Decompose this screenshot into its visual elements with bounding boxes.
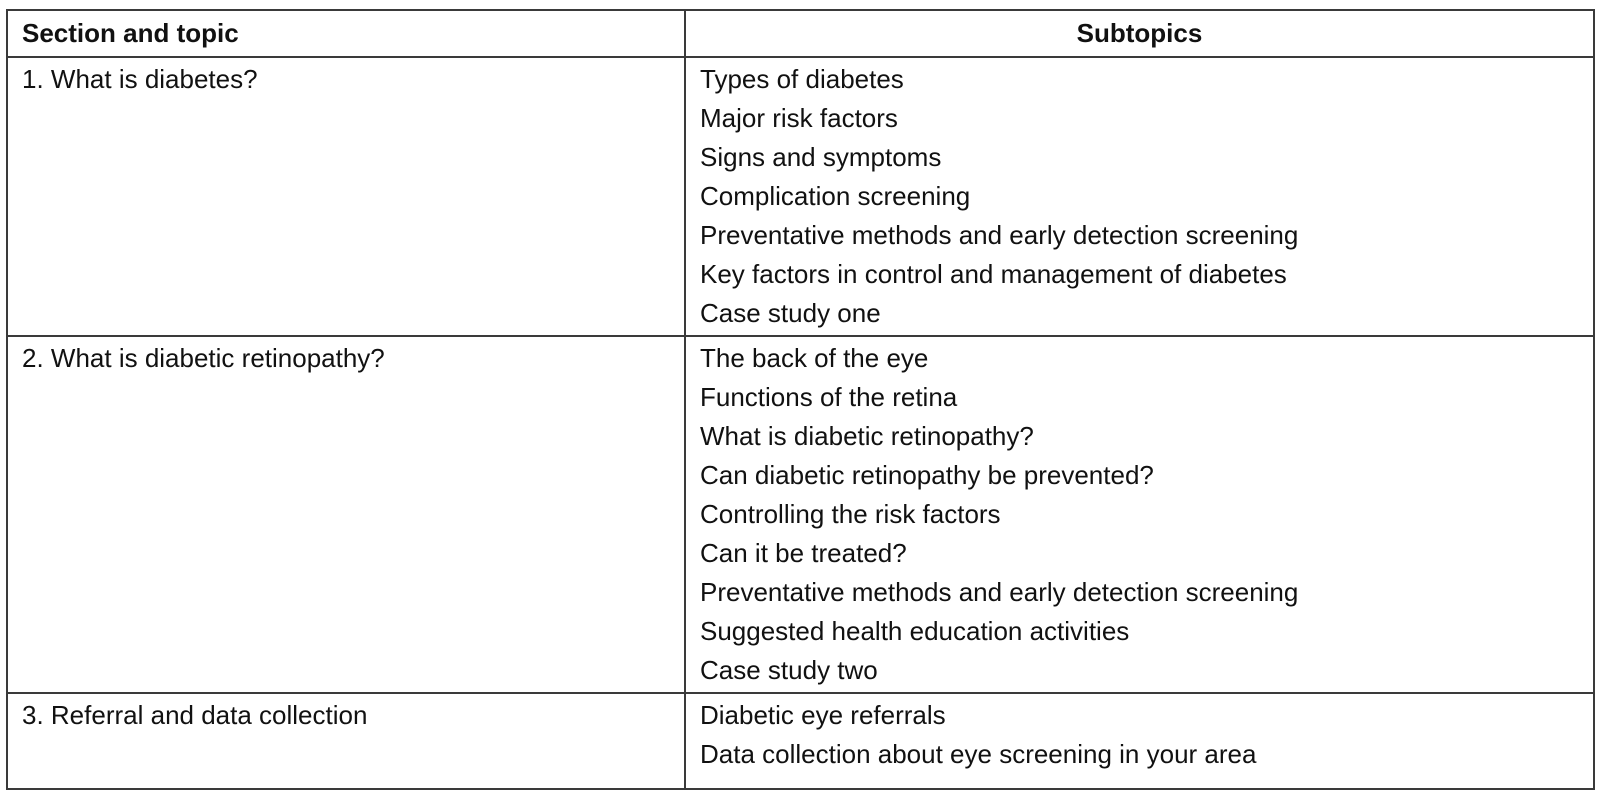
subtopic-item: Complication screening (700, 181, 971, 211)
header-section-and-topic: Section and topic (7, 10, 685, 57)
subtopic-item: Functions of the retina (700, 382, 958, 412)
table-row (7, 693, 1594, 789)
subtopic-item: Diabetic eye referrals (700, 700, 946, 730)
subtopic-item: Preventative methods and early detection screening (700, 577, 1299, 607)
header-subtopics: Subtopics (685, 10, 1594, 57)
subtopic-item: The back of the eye (700, 343, 929, 373)
table-row (7, 336, 1594, 693)
subtopic-item: Case study two (700, 655, 878, 685)
subtopic-item: Can diabetic retinopathy be prevented? (700, 460, 1154, 490)
subtopics-cell (685, 57, 1594, 336)
header-row (7, 10, 1594, 57)
section-topic-cell: 1. What is diabetes? (7, 57, 685, 336)
subtopic-item: Data collection about eye screening in your area (700, 739, 1257, 769)
subtopic-item: Key factors in control and management of diabetes (700, 259, 1287, 289)
subtopics-cell (685, 693, 1594, 789)
table-row (7, 57, 1594, 336)
section-topic-cell: 3. Referral and data collection (7, 693, 685, 789)
topics-table (6, 9, 1595, 790)
subtopic-item: Suggested health education activities (700, 616, 1130, 646)
subtopic-item: Preventative methods and early detection screening (700, 220, 1299, 250)
subtopic-item: Controlling the risk factors (700, 499, 1001, 529)
subtopic-item: Types of diabetes (700, 64, 904, 94)
subtopic-item: Can it be treated? (700, 538, 907, 568)
subtopic-item: What is diabetic retinopathy? (700, 421, 1034, 451)
subtopic-item: Major risk factors (700, 103, 898, 133)
section-topic-cell: 2. What is diabetic retinopathy? (7, 336, 685, 693)
subtopics-cell (685, 336, 1594, 693)
subtopic-item: Case study one (700, 298, 881, 328)
subtopic-item: Signs and symptoms (700, 142, 942, 172)
